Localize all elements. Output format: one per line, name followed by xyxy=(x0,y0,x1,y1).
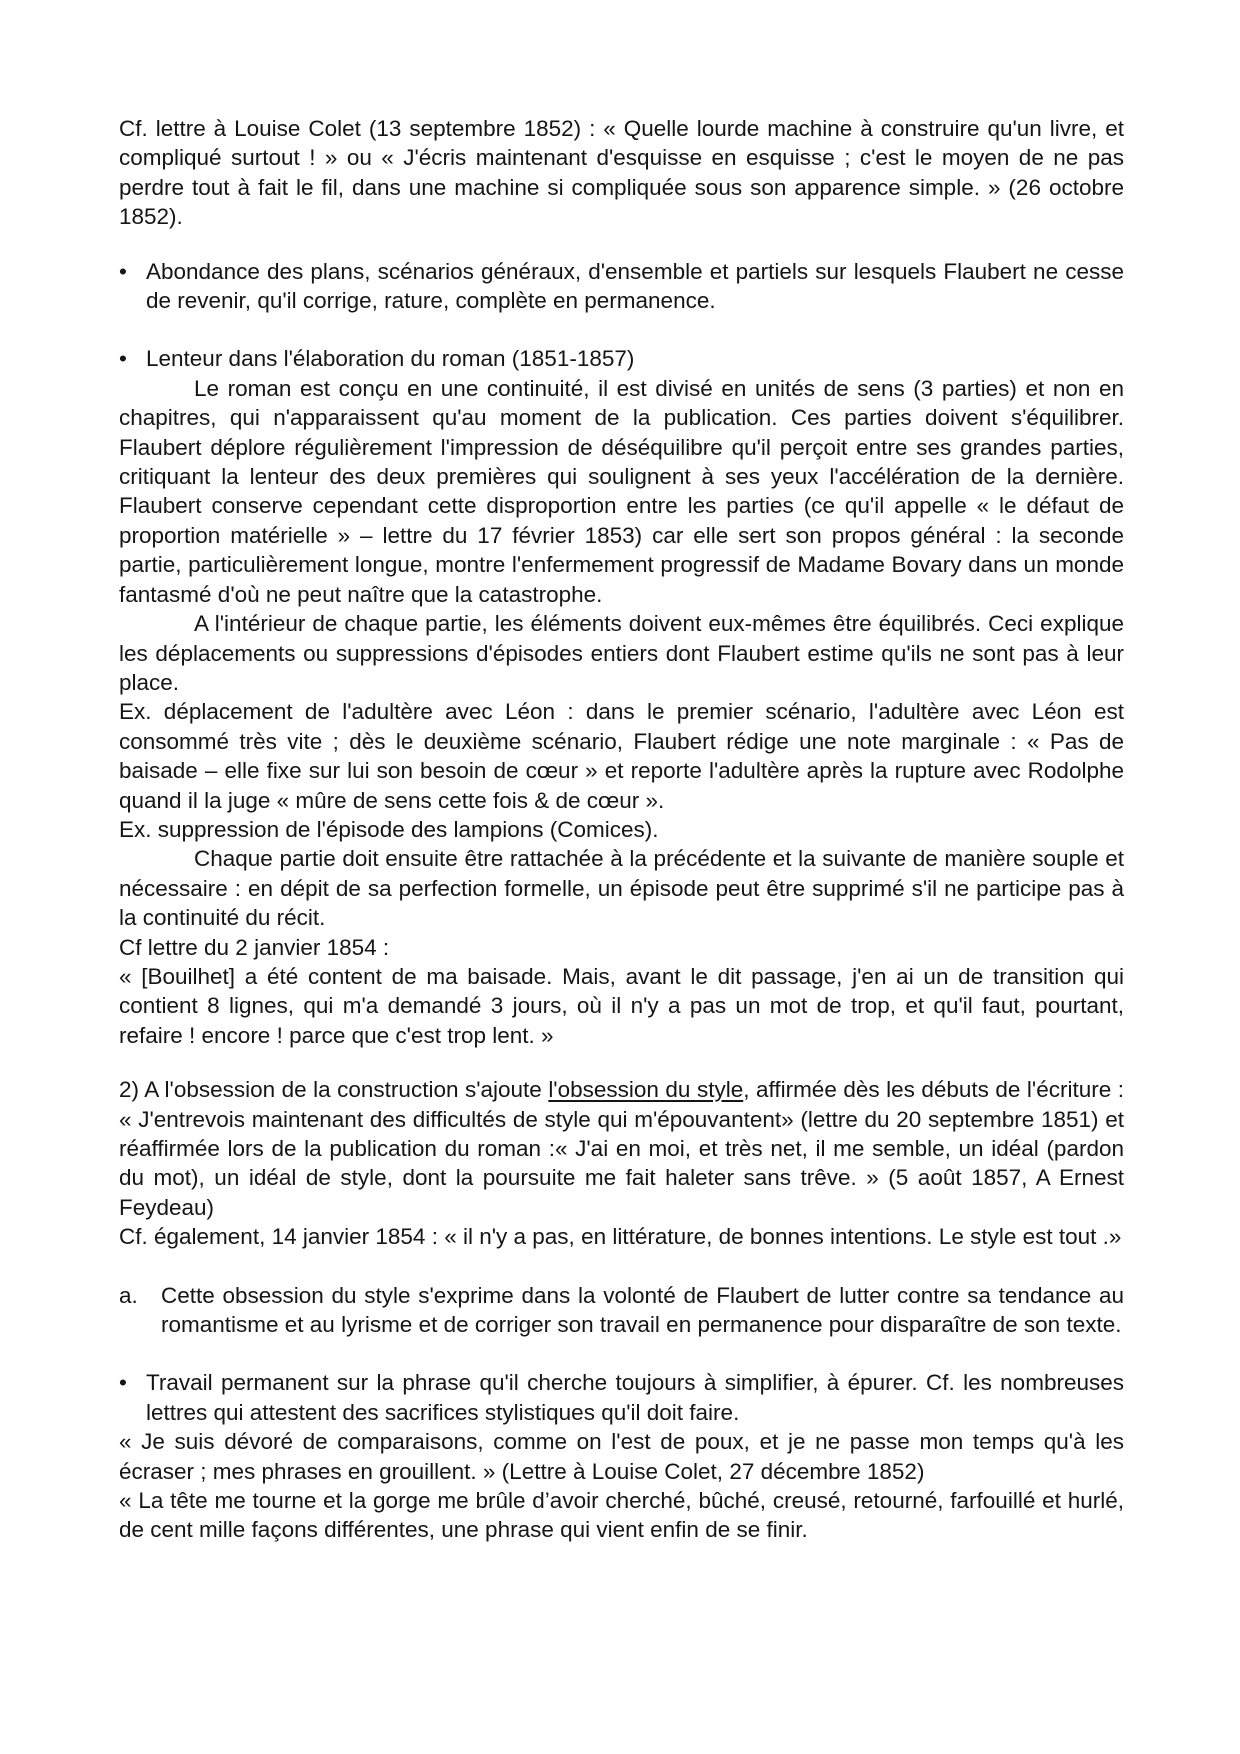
bullet-marker: • xyxy=(119,1370,127,1396)
bullet-item-plans xyxy=(119,257,1124,316)
paragraph-balance: A l'intérieur de chaque partie, les éléments doivent eux-mêmes être équilibrés. Ceci explique les déplacements ou suppressions d'épisodes entiers dont Flaubert estime qu'ils ne sont pas à leur place. xyxy=(119,611,1124,695)
paragraph-comparisons-quote: « Je suis dévoré de comparaisons, comme on l'est de poux, et je ne passe mon temps qu'à les écraser ; mes phrases en grouillent. » (Lettre à Louise Colet, 27 décembre 1852) xyxy=(119,1429,1124,1484)
paragraph-sentence-quote: « La tête me tourne et la gorge me brûle d’avoir cherché, bûché, creusé, retourné, farfouillé et hurlé, de cent mille façons différentes, une phrase qui vient enfin de se finir. xyxy=(119,1488,1124,1543)
paragraph-flaubert-colet-letter: Cf. lettre à Louise Colet (13 septembre 1852) : « Quelle lourde machine à construire qu'un livre, et compliqué surtout ! » ou « J'écris maintenant d'esquisse en esquisse ; c'est le moyen de ne pas perdre tout à fait le fil, dans une machine si compliquée sous son apparence simple. » (26 octobre 1852). xyxy=(119,116,1124,230)
paragraph-letter-reference: Cf lettre du 2 janvier 1854 : xyxy=(119,934,390,960)
lettered-item-a xyxy=(119,1281,1124,1340)
paragraph-style-obsession xyxy=(119,1075,1124,1222)
bullet-item-slowness xyxy=(119,344,1124,373)
text-segment: , affirmée dès les débuts de l'écriture : « J'entrevois maintenant des difficultés de style qui m'épouvantent» (lettre du 20 septembre 1851) et réaffirmée lors de la publication du roman :« J'ai en moi, et très net, il me semble, un idéal (pardon du mot), un idéal de style, dont la poursuite me fait haleter sans trêve. » (5 août 1857, A Ernest Feydeau) xyxy=(119,1077,1124,1220)
bullet-marker: • xyxy=(119,346,127,372)
list-letter-marker: a. xyxy=(119,1282,138,1308)
paragraph-continuity: Le roman est conçu en une continuité, il est divisé en unités de sens (3 parties) et non en chapitres, qui n'apparaissent qu'au moment de la publication. Ces parties doivent s'équilibrer. Flaubert déplore régulièrement l'impression de déséquilibre qu'il perçoit entre ses grandes parties, critiquant la lenteur des deux premières qui soulignent à ses yeux l'accélération de la dernière. Flaubert conserve cependant cette disproportion entre les parties (ce qu'il appelle « le défaut de proportion matérielle » – lettre du 17 février 1853) car elle sert son propos général : la seconde partie, particulièrement longue, montre l'enfermement progressif de Madame Bovary dans un monde fantasmé d'où ne peut naître que la catastrophe. xyxy=(119,375,1124,607)
paragraph-style-is-everything: Cf. également, 14 janvier 1854 : « il n'y a pas, en littérature, de bonnes intentions. Le style est tout .» xyxy=(119,1224,1122,1250)
bullet-item-sentence-work xyxy=(119,1368,1124,1427)
underlined-phrase: l'obsession du style xyxy=(548,1077,744,1103)
document-page xyxy=(119,114,1124,1545)
paragraph-example-leon: Ex. déplacement de l'adultère avec Léon : dans le premier scénario, l'adultère avec Léon est consommé très vite ; dès le deuxième scénario, Flaubert rédige une note marginale : « Pas de baisade – elle fixe sur lui son besoin de cœur » et reporte l'adultère après la rupture avec Rodolphe quand il la juge « mûre de sens cette fois & de cœur ». xyxy=(119,699,1124,813)
paragraph-bouilhet-quote: « [Bouilhet] a été content de ma baisade. Mais, avant le dit passage, j'en ai un de transition qui contient 8 lignes, qui m'a demandé 3 jours, où il n'y a pas un mot de trop, et qu'il faut, pourtant, refaire ! encore ! parce que c'est trop lent. » xyxy=(119,963,1124,1048)
bullet-marker: • xyxy=(119,258,127,284)
bullet-text: Abondance des plans, scénarios généraux, d'ensemble et partiels sur lesquels Flaubert ne cesse de revenir, qu'il corrige, rature, complète en permanence. xyxy=(146,258,1124,314)
bullet-text: Travail permanent sur la phrase qu'il cherche toujours à simplifier, à épurer. Cf. les nombreuses lettres qui attestent des sacrifices stylistiques qu'il doit faire. xyxy=(146,1370,1124,1425)
paragraph-linkage: Chaque partie doit ensuite être rattachée à la précédente et la suivante de manière souple et nécessaire : en dépit de sa perfection formelle, un épisode peut être supprimé s'il ne participe pas à la continuité du récit. xyxy=(119,846,1124,931)
lettered-item-text: Cette obsession du style s'exprime dans la volonté de Flaubert de lutter contre sa tendance au romantisme et au lyrisme et de corriger son travail en permanence pour disparaître de son texte. xyxy=(161,1282,1124,1338)
text-segment: 2) A l'obsession de la construction s'ajoute xyxy=(119,1077,549,1103)
bullet-text: Lenteur dans l'élaboration du roman (1851-1857) xyxy=(146,346,635,372)
paragraph-example-lampions: Ex. suppression de l'épisode des lampions (Comices). xyxy=(119,816,659,842)
